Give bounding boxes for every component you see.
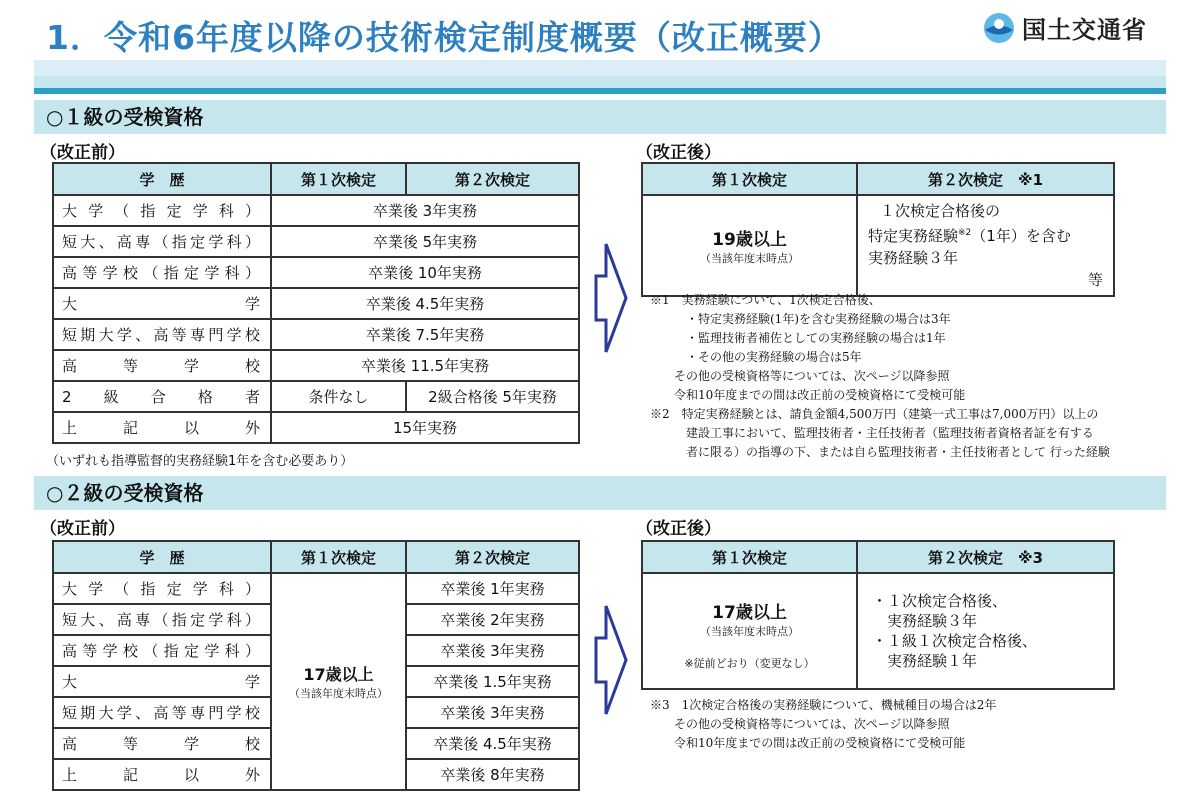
second-line-etc: 等: [1087, 271, 1103, 289]
header-band-dark: [34, 88, 1166, 94]
grade1-footnote: （いずれも指導監督的実務経験1年を含む必要あり）: [46, 454, 354, 469]
table-row: [53, 195, 579, 226]
row-value: 15年実務: [271, 412, 579, 443]
note-line: ・その他の実務経験の場合は5年: [650, 350, 862, 364]
row-label: 短大、高専（指定学科）: [53, 604, 271, 635]
arrow-right-icon: [592, 600, 630, 720]
row-second-exam: 2級合格後 5年実務: [406, 381, 579, 412]
row-label: 大学: [53, 288, 271, 319]
bullet-line: 実務経験３年: [872, 612, 978, 630]
col-header-second-exam: 第２次検定: [406, 541, 579, 573]
note-line: その他の受検資格等については、次ページ以降参照: [650, 369, 950, 383]
unchanged-note: ※従前どおり（変更なし）: [684, 657, 815, 670]
note-line: 令和10年度までの間は改正前の受検資格にて受検可能: [650, 736, 966, 750]
row-label: 短大、高専（指定学科）: [53, 226, 271, 257]
col-header-first-exam: 第１次検定: [271, 541, 406, 573]
bullet-line: 実務経験１年: [872, 652, 978, 670]
row-value: 卒業後 7.5年実務: [271, 319, 579, 350]
note-line: ・特定実務経験(1年)を含む実務経験の場合は3年: [650, 312, 951, 326]
age-requirement: 17歳以上: [712, 603, 787, 623]
grade1-before-label: （改正前）: [40, 143, 125, 163]
age-note: （当該年度末時点）: [700, 252, 799, 265]
grade1-heading: ○１級の受検資格: [34, 100, 1166, 134]
note-line: その他の受検資格等については、次ページ以降参照: [650, 717, 950, 731]
age-requirement: 17歳以上: [303, 665, 374, 684]
col-header-first-exam: 第１次検定: [271, 163, 406, 195]
table-row: [53, 573, 579, 604]
row-label: 上記以外: [53, 412, 271, 443]
table-row: [53, 226, 579, 257]
col-header-second-exam: 第２次検定: [406, 163, 579, 195]
table-row: [53, 319, 579, 350]
row-label: 高等学校（指定学科）: [53, 257, 271, 288]
row-label: 短期大学、高等専門学校: [53, 319, 271, 350]
ministry-name: 国土交通省: [1022, 16, 1147, 44]
row-label: 高等学校: [53, 350, 271, 381]
bullet-line: ・１次検定合格後、: [872, 592, 1008, 610]
grade2-heading: ○２級の受検資格: [34, 476, 1166, 510]
second-line-2-tail: （1年）を含む: [971, 227, 1071, 245]
col-header-first-exam: 第１次検定: [642, 163, 857, 195]
second-line-1: １次検定合格後の: [880, 202, 1001, 220]
row-label: 大学: [53, 666, 271, 697]
row-second-exam: 卒業後 3年実務: [406, 697, 579, 728]
grade2-before-label: （改正前）: [40, 519, 125, 539]
page-title: 1．令和6年度以降の技術検定制度概要（改正概要）: [46, 18, 842, 57]
row-value: 卒業後 10年実務: [271, 257, 579, 288]
note-3: [650, 696, 996, 753]
grade2-before-table: [52, 540, 580, 791]
note-line: ※3 1次検定合格後の実務経験について、機械種目の場合は2年: [650, 698, 997, 712]
ministry-logo: [982, 10, 1147, 45]
row-label: 大学（指定学科）: [53, 573, 271, 604]
col-header-education: 学 歴: [53, 541, 271, 573]
note-ref-2: ※2: [958, 228, 972, 238]
col-header-education: 学 歴: [53, 163, 271, 195]
age-note: （当該年度末時点）: [700, 625, 799, 638]
note-2: [650, 405, 1110, 462]
specific-experience-term: 特定実務経験: [868, 227, 959, 245]
row-second-exam: 卒業後 1年実務: [406, 573, 579, 604]
first-exam-cell: [642, 195, 857, 296]
table-row: [53, 412, 579, 443]
row-label: 2級合格者: [53, 381, 271, 412]
second-exam-cell: [857, 573, 1114, 689]
col-header-first-exam: 第１次検定: [642, 541, 857, 573]
second-line-3: 実務経験３年: [868, 249, 959, 267]
note-line: ※2 特定実務経験とは、請負金額4,500万円（建築一式工事は7,000万円）以上の: [650, 407, 1099, 421]
row-second-exam: 卒業後 8年実務: [406, 759, 579, 790]
table-row: [53, 381, 579, 412]
table-row: [53, 257, 579, 288]
second-exam-cell: [857, 195, 1114, 296]
row-label: 短期大学、高等専門学校: [53, 697, 271, 728]
row-value: 卒業後 5年実務: [271, 226, 579, 257]
note-line: ※1 実務経験について、1次検定合格後、: [650, 293, 881, 307]
note-line: ・監理技術者補佐としての実務経験の場合は1年: [650, 331, 946, 345]
arrow-right-icon: [592, 238, 630, 358]
first-exam-cell: [642, 573, 857, 689]
row-value: 卒業後 11.5年実務: [271, 350, 579, 381]
col-header-second-exam: 第２次検定 ※3: [857, 541, 1114, 573]
row-label: 高等学校（指定学科）: [53, 635, 271, 666]
grade1-after-label: （改正後）: [636, 143, 721, 163]
row-second-exam: 卒業後 3年実務: [406, 635, 579, 666]
bullet-line: ・１級１次検定合格後、: [872, 632, 1038, 650]
mlit-emblem-icon: [982, 11, 1016, 45]
row-value: 卒業後 3年実務: [271, 195, 579, 226]
table-row: [53, 350, 579, 381]
age-requirement: 19歳以上: [712, 230, 787, 250]
grade1-after-table: [641, 162, 1115, 297]
note-line: 令和10年度までの間は改正前の受検資格にて受検可能: [650, 388, 966, 402]
row-second-exam: 卒業後 2年実務: [406, 604, 579, 635]
first-exam-merged-cell: [271, 573, 406, 790]
col-header-second-exam: 第２次検定 ※1: [857, 163, 1114, 195]
row-value: 卒業後 4.5年実務: [271, 288, 579, 319]
note-line: 者に限る）の指導の下、または自ら監理技術者・主任技術者として 行った経験: [650, 445, 1110, 459]
row-first-exam: 条件なし: [271, 381, 406, 412]
grade2-after-label: （改正後）: [636, 519, 721, 539]
age-note: （当該年度末時点）: [289, 687, 388, 700]
grade2-after-table: [641, 540, 1115, 690]
row-label: 大学（指定学科）: [53, 195, 271, 226]
table-row: [53, 288, 579, 319]
row-second-exam: 卒業後 1.5年実務: [406, 666, 579, 697]
row-label: 高等学校: [53, 728, 271, 759]
note-line: 建設工事において、監理技術者・主任技術者（監理技術者資格者証を有する: [650, 426, 1094, 440]
note-1: [650, 291, 965, 405]
row-second-exam: 卒業後 4.5年実務: [406, 728, 579, 759]
header-band-light: [34, 60, 1166, 76]
row-label: 上記以外: [53, 759, 271, 790]
grade1-before-table: [52, 162, 580, 444]
